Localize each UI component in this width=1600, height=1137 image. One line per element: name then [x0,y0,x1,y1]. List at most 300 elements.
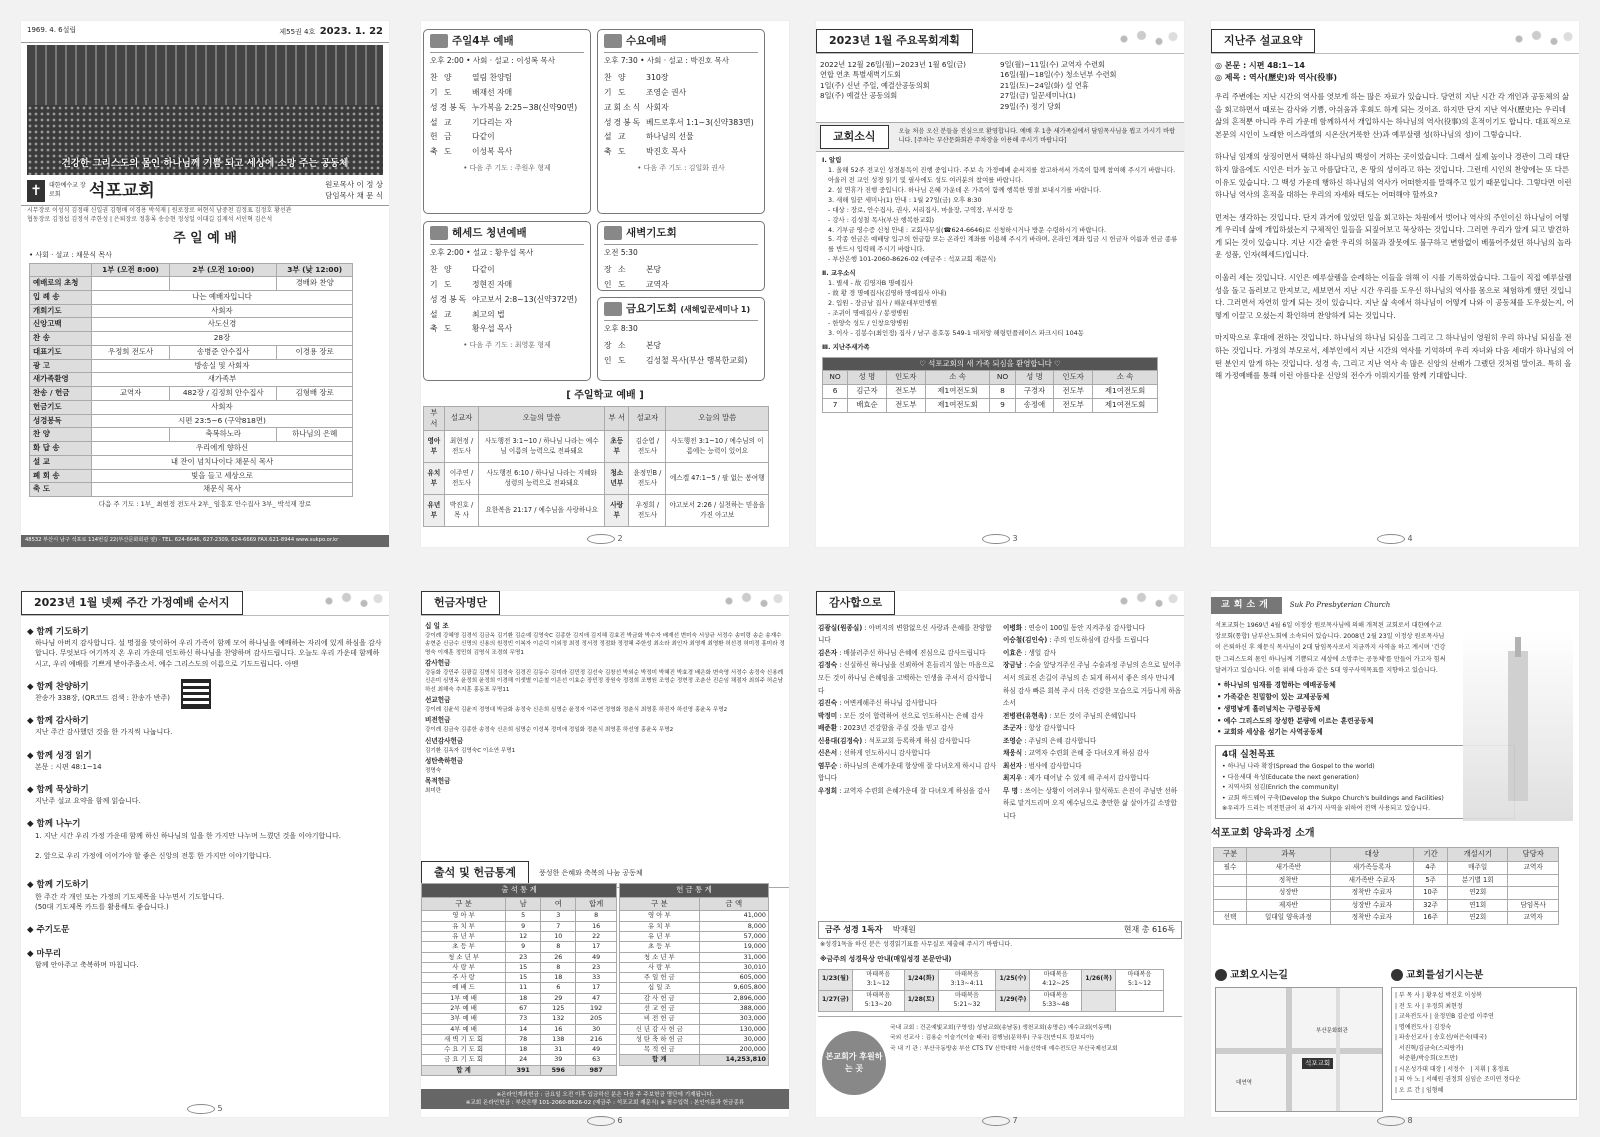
order-label: 새가족환영 [30,373,92,387]
edu-cell [1508,887,1559,900]
att-cell: 22 [576,932,617,942]
thanks-text: 여변케해주신 하나님 감사합니다 [843,699,937,708]
step-body: 찬송가 338장, (QR코드 검색 : 찬송가 반주) [35,693,171,702]
edu-cell: 16주 [1414,912,1448,925]
order-label: 인 도 [604,279,628,289]
order-label: 예배로의 초청 [30,277,92,291]
news-item: 2. 입원 - 장금남 집사 / 해운대부민병원 [828,298,938,307]
staff-line: 서진혁/김금숙(스리랑카) [1395,1044,1464,1052]
order-cell: 사회자 [92,304,353,318]
flower-decoration [1110,589,1180,613]
location-icon [1215,969,1227,981]
flower-decoration [1505,27,1575,51]
edu-row [1214,899,1559,912]
offering-names: 최미란 [425,788,442,795]
news-item: 1. 별세 - 故 김영자B 명예집사 [828,279,913,288]
practice-item: • 다음세대 육성(Educate the next generation) [1222,773,1359,781]
att-cell: 12 [506,932,541,942]
off-row [620,911,769,921]
service-box-4th [423,29,591,214]
new-family-row [823,385,1158,399]
news-item: 3. 새해 일꾼 세미나(1) 안내 : 1월 27일(금) 오후 8:30 [828,195,982,204]
nf-cell: 김근자 [848,385,887,399]
att-row [422,932,617,942]
session-1: 1부 (오전 8:00) [92,263,170,277]
edu-cell: 5주 [1414,874,1448,887]
cover-caption: 건강한 그리스도의 몸인 하나님께 기쁨 되고 세상에 소망 주는 공동체 [61,157,349,169]
cross-logo-icon: ✝ [27,180,45,202]
dawn-icon [604,226,622,240]
step-title: ◆ 함께 묵상하기 [27,785,89,796]
offering-names: 정명숙 [425,767,442,774]
att-header: 합계 [576,897,617,911]
order-value: 베드로후서 1:1~3(신약383면) [646,117,754,127]
service-order-row [604,86,758,101]
off-cell: 합 계 [620,1055,700,1065]
att-cell: 18 [506,1045,541,1055]
new-family-row [823,398,1158,412]
reading-cell: 1/29(주) [996,990,1030,1011]
order-cell: 김형배 장로 [277,387,353,401]
off-cell: 비 전 헌 금 [620,1014,700,1024]
ss-header: 오늘의 말씀 [666,407,769,431]
att-cell: 금 요 기 도 회 [422,1055,506,1065]
att-cell: 26 [541,952,576,962]
thanks-text: 주의 인도하심에 감사를 드립니다 [1053,636,1150,645]
thanks-text: 2023년 건강함을 주실 것을 믿고 감사 [843,724,954,733]
service-box-dawn [597,221,765,291]
service-note: • 다음 주 기도 : 김일화 권사 [637,163,725,172]
service-order-row [604,71,758,86]
reading-label: 금주 성경 1독자 [825,925,883,934]
page-number: 2 [421,533,789,545]
step-title: ◆ 함께 기도하기 [27,626,89,637]
edu-cell: 새가족반 [1247,862,1331,875]
youth-icon [430,226,448,240]
att-row [422,1034,617,1044]
order-label: 설 교 [604,132,628,142]
order-value: 기다리는 자 [472,117,513,127]
thanks-name: 우정희 [818,786,838,795]
order-cell [170,277,277,291]
worship-order-row [30,359,353,373]
thanks-name: 최지우 [1003,774,1023,783]
edu-cell [1214,874,1247,887]
order-value: 야고보서 2:8~13(신약372면) [472,294,578,304]
off-row [620,973,769,983]
order-label: 축 도 [604,147,628,157]
att-cell: 216 [576,1034,617,1044]
off-row [620,952,769,962]
att-cell: 영 아 부 [422,911,506,921]
att-row [422,1055,617,1065]
online-offering-note: ※온라인계좌헌금 : 금요일 오전 이후 입금하신 분은 다음 주 주보헌금 명단에 기재됩니다. [496,1092,714,1098]
worship-order-row [30,277,353,291]
att-cell: 3부 예 배 [422,1014,506,1024]
bulletin-page-8 [1210,590,1580,1126]
att-cell: 29 [541,993,576,1003]
edu-cell: 10주 [1414,887,1448,900]
order-cell [92,428,170,442]
service-sub: 오전 5:30 [604,248,638,258]
order-value: 교역자 [646,279,669,289]
nf-cell: 6 [823,385,848,399]
off-cell: 2,896,000 [699,993,768,1003]
sermon-title: ◎ 제목 : 역사(歷史)와 역사(役事) [1215,72,1338,82]
edu-cell: 매주일 [1448,862,1508,875]
nf-cell: 8 [990,385,1015,399]
att-cell: 청 소 년 부 [422,952,506,962]
family-worship-step [27,818,383,861]
att-row [422,1004,617,1014]
offering-category: 목적헌금 [425,777,451,786]
edu-row [1214,912,1559,925]
att-cell: 주 사 랑 [422,973,506,983]
service-title: 헤세드 청년예배 [452,227,527,239]
edu-cell: 연2회 [1448,887,1508,900]
sponsor-line: 국 내 기 관 : 부산극동방송 부산 CTS TV 신학대학 서울신학대 예수전도단 부산국제선교회 [890,1045,1118,1052]
att-cell: 192 [576,1004,617,1014]
order-value: 본당 [646,341,662,351]
off-cell: 주 일 헌 금 [620,973,700,983]
staff-line: | 전 도 사 | 우정희 최현정 [1395,1002,1463,1010]
edu-cell: 분기별 1회 [1448,874,1508,887]
thanks-name: 김정숙 [818,661,838,670]
step-title: ◆ 주기도문 [27,924,70,935]
off-row [620,993,769,1003]
att-cell: 63 [576,1055,617,1065]
worship-order-row [30,318,353,332]
off-cell: 유 년 부 [620,932,700,942]
ss-row [424,431,769,463]
edu-header: 과목 [1247,848,1331,862]
sponsor-line: 국외 선교사 : 김용순 이슬기(이슬 태국) 김행님(문하루) 구유진(반디트 캄보디아) [890,1035,1094,1042]
order-cell: 하나님의 은혜 [277,428,353,442]
edu-cell: 교역자 [1508,912,1559,925]
service-order-row [430,263,584,278]
reading-cell: 마태복음 5:13~20 [852,990,904,1011]
service-note: • 다음 주 기도 : 주원우 형제 [463,163,551,172]
service-order-row [430,308,584,323]
off-cell: 선 교 헌 금 [620,1004,700,1014]
worship-order-row [30,483,353,497]
practice-title: 4대 실천목표 [1222,750,1275,761]
edu-header: 구분 [1214,848,1247,862]
order-cell: 송병준 안수집사 [170,345,277,359]
thanks-name: 이승철(김인숙) [1003,636,1048,645]
ss-cell: 윤정민B / 전도사 [629,463,666,495]
order-value: 김성철 목사(부산 행복한교회) [646,355,748,365]
nf-cell: 7 [823,398,848,412]
off-cell: 30,010 [699,962,768,972]
ss-cell: 청소년부 [605,463,629,495]
edu-cell: 새가족반 수료자 [1330,874,1414,887]
order-label: 성경봉독 [430,294,469,304]
att-row [422,911,617,921]
ss-cell: 사도행전 3:1~10 / 하나님 나라는 예수님 이름의 능력으로 전파돼요 [479,431,605,463]
order-value: 이성복 목사 [472,147,513,157]
off-cell: 8,000 [699,921,768,931]
offering-names: 강이례 강혜영 김경석 김금옥 김기환 김순예 김영숙C 김종한 김지애 김지혜 김효진 박금화 박수자 배재선 변미숙 서상규 서정수 송미령 송순 송재수 송현준 신금수 신명의 신용의 원정빈 이복자 이순덕 이외정 최정 정서정 정점화 정정혜 주한성 최소라 최인자 최영재 최영환 허선경 허미정 홍미라 정명숙 이재훈 정민희 김명식 조경희 무명1 [425,632,785,656]
service-title: 금요기도회 [626,303,677,315]
thanks-entry: 조군자 : 항상 감사합니다 [1003,724,1076,733]
thanks-name: 김진숙 [818,699,838,708]
page-number: 6 [421,1115,789,1127]
news-section-3: Ⅲ. 지난주새가족 [822,342,870,351]
reading-cell: 1/24(화) [904,970,938,991]
att-cell: 17 [576,942,617,952]
att-row [422,1014,617,1024]
att-cell: 14 [506,1024,541,1034]
att-cell: 11 [506,983,541,993]
emeritus-pastor: 원로목사 이 정 상 [325,179,383,189]
staff-line: | 교육전도사 | 윤정민B 김순엽 이주연 [1395,1013,1494,1020]
worship-order-row [30,469,353,483]
att-cell: 30 [576,1024,617,1034]
news-item: - 부산은행 101-2060-8626-02 (예금주 : 석포교회 재문식) [828,255,996,264]
thanks-name: 조영순 [1003,736,1023,745]
sermon-paragraph: 이울러 세는 것입니다. 시인은 예루살렘을 순례하는 이들을 위해 이 시를 기록하였습니다. 그들이 직접 예루살렘 성을 돌고 돌러보고 만져보고, 세보면서 지난 시간 우리를 도우신 하나님의 역사를 몸으로 체험하게 했던 것입니다. 그러면서 자연히 알게 되는 것이 있습니다. 지난 삶 속에서 하나님이 어떻게 나와 이 공동체를 도우셨는지, 어떻게 이끌고 오셨는지 확인하며 찬양하게 되는 것입니다. [1215,273,1574,320]
page-number: 8 [1211,1115,1579,1127]
order-cell: 482장 / 김정희 안수집사 [170,387,277,401]
nf-cell: 제1여전도회 [1093,385,1158,399]
ss-cell: 유치부 [424,463,445,495]
edu-cell: 정착반 수료자 [1330,912,1414,925]
practice-item: • 지역사회 섬김(Enrich the community) [1222,784,1339,792]
goal-item: • 예수 그리스도의 장성한 분량에 이르는 훈련공동체 [1217,716,1374,725]
reading-cell [1116,990,1164,1011]
service-sub: 오후 2:00 • 사회 · 설교 : 이성복 목사 [430,56,555,66]
thanks-text: 제가 태어날 수 있게 해 주셔서 감사합니다 [1028,774,1150,783]
att-cell: 16 [541,1024,576,1034]
step-body: 지난 주간 감사했던 것을 한 가지씩 나눕니다. [35,728,173,737]
staff-line: | 시온성가대 대장 | 서정수 | 지휘 | 홍정표 [1395,1065,1510,1073]
church-intro-text: 석포교회는 1969년 4월 6일 이정상 원로목사님에 의해 개척된 교회로서 대한예수교 장로회(통합) 남부산노회에 소속되어 있습니다. 2008년 2월 23일 이정상 원로목사님이 은퇴하신 후 채문식 목사님이 2대 담임목사로서 지금까지 사역을 하고 계시며 '건강한 그리스도의 몸인 하나님께 기쁨되고 세상에 소망주는 공동체'를 만들어 가고자 힘써 달려가고 있습니다. 이를 위해 다음과 같은 5대 영구사역목표를 지향하고 있습니다. [1215,622,1446,674]
offering-category: 성탄축하헌금 [425,756,464,765]
ss-header: 부 서 [605,407,629,431]
worship-order-row [30,373,353,387]
att-cell: 유 년 부 [422,932,506,942]
order-label: 설 교 [30,455,92,469]
order-value: 최고의 법 [472,309,505,319]
att-cell: 23 [506,952,541,962]
attendance-title: 출 석 통 계 [422,884,617,898]
off-cell: 57,000 [699,932,768,942]
order-label: 장 소 [604,265,628,275]
edu-cell [1214,887,1247,900]
att-row [422,973,617,983]
family-worship-step [27,715,383,737]
edu-header-row [1214,848,1559,862]
order-label: 화 답 송 [30,442,92,456]
nf-cell: 구경자 [1015,385,1054,399]
service-title: 수요예배 [626,35,667,47]
worship-order-row [30,345,353,359]
map-church-label: 석포교회 [1302,1058,1333,1069]
order-cell [92,277,170,291]
att-cell: 초 등 부 [422,942,506,952]
order-cell: 사회자 [92,400,353,414]
off-row [620,932,769,942]
ss-cell: 이주연 / 전도사 [444,463,479,495]
nf-header: 성 명 [1015,371,1054,385]
att-cell: 138 [541,1034,576,1044]
att-cell: 5 [506,911,541,921]
issue-date: 2023. 1. 22 [319,26,383,37]
worship-order-row [30,428,353,442]
nf-cell: 전도부 [1054,398,1093,412]
news-item: - 한양숙 성도 / 인창요양병원 [828,318,909,327]
page-number: 3 [816,533,1184,545]
order-cell: 이경용 장로 [277,345,353,359]
step-title: ◆ 함께 찬양하기 [27,681,89,692]
sermon-paragraph: 마지막으로 후대에 전하는 것입니다. 하나님의 하나님 되심을 그리고 그 하나님이 영원히 우리 하나님 되심을 전하는 것입니다. 가정의 부모로서, 세부인에서 지난 시간의 역사를 기억하며 우리 자녀와 다음 세대가 하나님의 어떤 분인지 알게 하는 것입니다. 성경 속, 그리고 지난 역사 속 많은 신앙의 선배가 그랬던 것처럼 말이죠. 특히 올해 가정예배를 통해 이런 아름다운 신앙의 전수가 이뤄지기를 함께 기대합니다. [1215,333,1574,381]
service-order-row [604,116,758,131]
bulletin-page-6 [420,590,790,1126]
att-cell: 18 [541,973,576,983]
att-cell: 9 [506,942,541,952]
map-title: 교회오시는길 [1230,970,1288,981]
order-label: 기 도 [430,87,454,97]
step-title: ◆ 함께 기도하기 [27,880,89,891]
step-body: 함께 안아주고 축복하며 마칩니다. [35,961,139,970]
goal-item: • 하나님의 임재를 경험하는 예배공동체 [1217,680,1336,689]
att-cell: 132 [541,1014,576,1024]
att-cell: 2부 예 배 [422,1004,506,1014]
staff-icon [1391,969,1403,981]
thanks-text: 연승이 100일 동안 지켜주심 감사합니다 [1028,623,1146,632]
edu-cell: 필수 [1214,862,1247,875]
service-sub: 오후 8:30 [604,324,638,334]
ss-header-row [424,407,769,431]
order-label: 대표기도 [30,345,92,359]
thanks-name: 배준환 [818,724,838,733]
edu-table [1213,847,1559,924]
order-label: 교회소식 [604,102,643,112]
thanks-entry: 전병관(유현옥) : 모든 것이 주님의 은혜입니다 [1003,711,1137,720]
offering-category: 선교헌금 [425,696,451,705]
order-cell: 내 잔이 넘치나이다 채문식 목사 [92,455,353,469]
off-cell: 30,000 [699,1034,768,1044]
att-cell: 9 [506,921,541,931]
off-cell: 19,000 [699,942,768,952]
thanks-entry: 최선자 : 범사에 감사합니다 [1003,761,1082,770]
off-cell: 십 일 조 [620,983,700,993]
serve-title: 교회를섬기시는분 [1406,970,1484,981]
att-cell: 6 [541,983,576,993]
edu-row [1214,887,1559,900]
order-label: 입 례 송 [30,290,92,304]
step-body: 하나님 아버지 감사합니다. 설 명절을 맞이하여 우리 가족이 함께 모여 하나님을 예배하는 자리에 있게 하심을 감사합니다. 무엇보다 여기까지 온 우리 가운데 인도하신 하나님을 찬양하며 감사드립니다. 오늘도 우리 가운데 함께하시고, 우리 예배를 기쁘게 받아주옵소서. 예수 그리스도의 이름으로 기도드립니다. 아멘 [35,639,382,668]
service-order-row [430,145,584,160]
order-cell: 교역자 [92,387,170,401]
thanks-entry: 염무순 : 하나님의 은혜가운데 항상애 잘 다녀오게 하시니 감사합니다 [818,761,997,783]
att-cell: 78 [506,1034,541,1044]
order-label: 설 교 [430,117,454,127]
ss-header: 부 서 [424,407,445,431]
family-worship-step [27,879,383,912]
thanks-name: 조군자 [1003,724,1023,733]
worship-order-row [30,455,353,469]
off-cell: 9,605,800 [699,983,768,993]
service-order-row [604,263,758,278]
thanks-text: 하나님의 은혜가운데 항상애 잘 다녀오게 하시니 감사합니다 [818,761,997,783]
staff-line: | 파송선교사 | 송호선/허은숙(태국) [1395,1034,1487,1041]
order-cell: 새가족부 [92,373,353,387]
church-address: 48532 부산시 남구 석포로 114번길 22(부산문화회관 옆) · TEL. 624-6646, 627-2309, 624-6669 FAX.621-8944 www.sukpo.or.kr [21,535,389,547]
off-header: 구 분 [620,897,700,911]
att-cell: 4부 예 배 [422,1024,506,1034]
order-label: 축 도 [430,147,454,157]
staff-line: | 오 르 간 | 임형혜 [1395,1086,1444,1094]
att-cell: 24 [506,1055,541,1065]
stats-title: 출석 및 헌금통계 [421,861,529,885]
worship-title: 주 일 예 배 [173,230,237,246]
flower-decoration [315,589,385,613]
edu-cell: 정착반 [1247,874,1331,887]
thanks-entry: 이효은 : 생일 감사 [1003,648,1057,657]
thanks-entry: 조영순 : 주님의 은혜 감사합니다 [1003,736,1097,745]
thanks-text: 모든 것이 주님의 은혜입니다 [1053,711,1137,720]
edu-title: 석포교회 양육과정 소개 [1211,827,1315,839]
thanks-text: 교역자 수련회 은혜 중 다녀오게 하심 감사 [1028,749,1150,758]
att-row [422,952,617,962]
staff-line: 허준환/박승희(오트만) [1395,1055,1458,1062]
thanks-entry: 김진숙 : 여변케해주신 하나님 감사합니다 [818,699,937,708]
ss-row [424,463,769,495]
step-body: 1. 지난 시간 우리 가정 가운데 함께 하신 하나님의 일을 한 가지만 나누며 느꼈던 것을 이야기합니다. 2. 앞으로 우리 가정에 이어가야 할 좋은 신앙의 전통 한 가지만 이야기합니다. [35,831,341,861]
off-cell: 388,000 [699,1004,768,1014]
thanks-text: 주님의 은혜 감사합니다 [1028,736,1097,745]
thanks-entry: 김광실(원종실) : 아버지의 변함없으신 사랑과 은혜를 찬양합니다 [818,623,992,645]
off-row [620,1004,769,1014]
flower-decoration [1110,27,1180,51]
ss-cell: 사랑부 [605,495,629,527]
service-order-row [604,339,758,354]
thanks-text: 수술 앞당겨주신 주님 수술과정 주님의 손으로 덮어주셔서 의료진 손길이 주님의 손 되게 하셔서 좋은 의사 만나게 하심 감사 빠른 회복 주시 더욱 건강한 모습으로 거듭나게 하옵소서 [1003,661,1182,708]
nf-header: NO [990,371,1015,385]
edu-cell: 새가족등록자 [1330,862,1414,875]
att-header-row [422,897,617,911]
thanks-entry: 이병화 : 연승이 100일 동안 지켜주심 감사합니다 [1003,623,1146,632]
nf-cell: 전도부 [1054,385,1093,399]
thanks-entry: 채웅식 : 교역자 수련회 은혜 중 다녀오게 하심 감사 [1003,749,1150,758]
denomination: 대한예수교 장로회 [49,182,86,198]
att-cell: 205 [576,1014,617,1024]
order-label: 찬 양 [430,73,454,83]
order-label: 광 고 [30,359,92,373]
sunday-school-table [423,406,769,527]
att-cell: 합 계 [422,1065,506,1075]
off-cell: 130,000 [699,1024,768,1034]
order-label: 축 도 [430,324,454,334]
edu-cell: 성장반 [1247,887,1331,900]
reading-note: ※성경1독을 하신 분은 성경읽기표를 사무실로 제출해 주시기 바랍니다. [820,941,1013,948]
att-cell: 10 [541,932,576,942]
off-row [620,921,769,931]
news-item: 5. 각종 헌금은 예배당 입구의 헌금함 또는 온라인 계좌를 이용해 주시기 바라며, 온라인 계좌 입금 시 헌금자 이름과 헌금 종류를 반드시 입력해 주시기 바랍니다. [828,235,1178,254]
order-label: 찬 양 [30,428,92,442]
offering-category: 신년감사헌금 [425,736,464,745]
step-body: 한 주간 각 개인 또는 가정의 기도제목을 나누면서 기도합니다. (50대 기도제목 카드를 활용해도 좋습니다.) [35,892,225,911]
order-label: 찬송 / 헌금 [30,387,92,401]
thanks-name: 박정미 [818,711,838,720]
ss-cell: 초등부 [605,431,629,463]
edu-row [1214,862,1559,875]
bulletin-page-5 [20,590,390,1118]
edu-row [1214,874,1559,887]
thanks-name: 장금남 [1003,661,1023,670]
